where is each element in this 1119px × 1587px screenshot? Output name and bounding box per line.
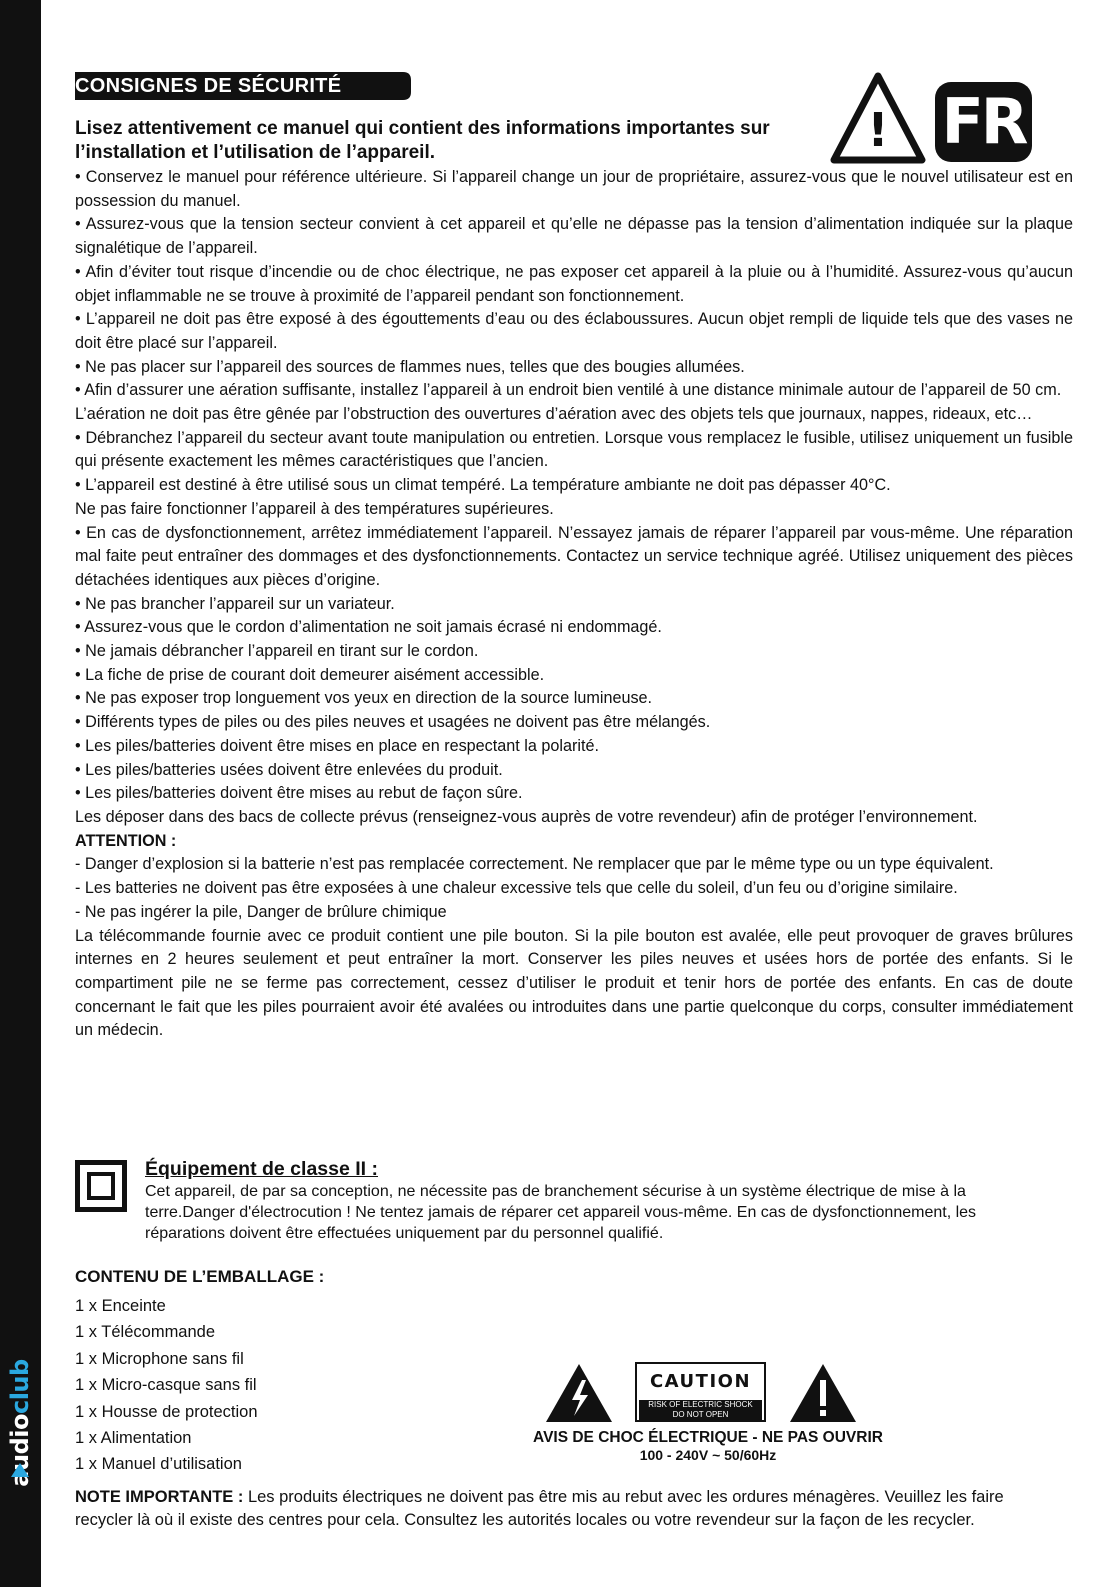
warning-symbol: ! [867,103,889,157]
note-label: NOTE IMPORTANTE : [75,1488,244,1506]
package-item: 1 x Télécommande [75,1323,216,1342]
safety-paragraph: • Assurez-vous que le cordon d’alimentation ne soit jamais écrasé ni endommagé. [75,618,662,637]
attention-item: La télécommande fournie avec ce produit contient une pile bouton. Si la pile bouton est avalée, elle peut provoquer de graves brûlures internes en 2 heures seulement et peut entraîner la mort. Conserver les piles neuves et usées hors de portée des enfants. Si le compartiment pile ne se ferme pas correctement, cessez d’utiliser le produit et tenir hors de portée des enfants. En cas de doute concernant le fait que les piles pourraient avoir été avalées ou introduites dans une partie quelconque du corps, consulter immédiatement un médecin. [75,926,1073,1040]
attention-item: - Danger d’explosion si la batterie n’est pas remplacée correctement. Ne remplacer que par le même type ou un type équivalent. [75,855,994,874]
note-text: Les produits électriques ne doivent pas être mis au rebut avec les ordures ménagères. Veuillez les faire recycler là où il existe des centres pour cela. Consultez les autorités locales ou votre revendeur sur la façon de les recycler. [75,1488,1004,1529]
electric-shock-caution [518,1360,898,1465]
section-title: CONSIGNES DE SÉCURITÉ [75,75,342,97]
safety-paragraph: • Afin d’éviter tout risque d’incendie ou de choc électrique, ne pas exposer cet appareil à la pluie ou à l’humidité. Assurez-vous qu’aucun objet inflammable ne se trouve à proximité de l’appareil pendant son fonctionnement. [75,262,1073,305]
safety-paragraph: • L’appareil ne doit pas être exposé à des égouttements d’eau ou des éclaboussures. Aucun objet rempli de liquide tels que des vases ne doit être placé sur l’appareil. [75,310,1073,352]
section-title-badge [75,72,411,100]
safety-paragraph: • L’appareil est destiné à être utilisé sous un climat tempéré. La température ambiante ne doit pas dépasser 40°C. [75,476,891,495]
left-sidebar-strip [0,0,41,1587]
attention-item: - Les batteries ne doivent pas être exposées à une chaleur excessive tels que celle du soleil, d’un feu ou d’origine similaire. [75,879,958,898]
safety-paragraph: Ne pas faire fonctionner l’appareil à des températures supérieures. [75,499,554,518]
class-ii-section [145,1157,1045,1244]
safety-paragraph: • Les piles/batteries doivent être mises au rebut de façon sûre. [75,784,523,803]
caution-do-not-open-text: DO NOT OPEN [672,1410,729,1419]
attention-heading: ATTENTION : [75,831,177,850]
brand-logo [0,1359,41,1487]
lightning-warning-icon [544,1362,614,1424]
safety-paragraph: • La fiche de prise de courant doit demeurer aisément accessible. [75,665,545,684]
package-item: 1 x Microphone sans fil [75,1349,244,1368]
package-title: CONTENU DE L’EMBALLAGE : [75,1267,325,1286]
voltage-rating: 100 - 240V ~ 50/60Hz [639,1447,777,1463]
safety-paragraph: • Débranchez l’appareil du secteur avant toute manipulation ou entretien. Lorsque vous remplacez le fusible, utilisez uniquement un fusible qui présente exactement les mêmes caractéristiques que l’ancien. [75,428,1073,471]
caution-risk-text: RISK OF ELECTRIC SHOCK [648,1400,753,1409]
safety-paragraph: • Différents types de piles ou des piles neuves et usagées ne doivent pas être mélangés. [75,713,711,732]
shock-warning-text: AVIS DE CHOC ÉLECTRIQUE - NE PAS OUVRIR [533,1429,883,1446]
safety-paragraph: • Assurez-vous que la tension secteur convient à cet appareil et qu’elle ne dépasse pas la tension d’alimentation indiquée sur la plaque signalétique de l’appareil. [75,215,1073,258]
safety-paragraph: • Afin d’assurer une aération suffisante, installez l’appareil à un endroit bien ventilé à une distance minimale autour de l’appareil de 50 cm. [75,381,1062,400]
safety-paragraph: • Ne jamais débrancher l’appareil en tirant sur le cordon. [75,642,479,661]
caution-label-box [635,1362,766,1422]
package-item: 1 x Housse de protection [75,1402,258,1421]
package-item: 1 x Micro-casque sans fil [75,1376,257,1395]
brand-triangle-icon [11,1463,29,1477]
class-ii-title: Équipement de classe II : [145,1158,378,1180]
safety-paragraph: • Ne pas placer sur l’appareil des sources de flammes nues, telles que des bougies allumées. [75,357,745,376]
safety-paragraph: L’aération ne doit pas être gênée par l’obstruction des ouvertures d’aération avec des objets tels que journaux, nappes, rideaux, etc… [75,405,1033,424]
safety-paragraph: • Conservez le manuel pour référence ultérieure. Si l’appareil change un jour de propriétaire, assurez-vous que le nouvel utilisateur est en possession du manuel. [75,168,1073,210]
warning-triangle-icon [830,70,926,166]
exclamation-warning-icon [788,1362,858,1424]
package-item: 1 x Enceinte [75,1297,166,1315]
safety-paragraph: • Ne pas exposer trop longuement vos yeux en direction de la source lumineuse. [75,689,653,708]
attention-item: - Ne pas ingérer la pile, Danger de brûlure chimique [75,902,447,921]
safety-paragraph: Les déposer dans des bacs de collecte prévus (renseignez-vous auprès de votre revendeur) afin de protéger l’environnement. [75,807,978,826]
safety-paragraph: • Les piles/batteries usées doivent être enlevées du produit. [75,760,503,779]
class-ii-double-square-icon [75,1160,127,1212]
caution-subtext [639,1400,762,1420]
intro-text: Lisez attentivement ce manuel qui contient des informations importantes sur l’installation et l’utilisation de l’appareil. [75,118,770,163]
brand-part-club: club [6,1359,34,1415]
brand-part-audio: audio [6,1414,34,1487]
safety-paragraph: • En cas de dysfonctionnement, arrêtez immédiatement l’appareil. N’essayez jamais de réparer l’appareil par vous-même. Une réparation mal faite peut entraîner des dommages et des dysfonctionnements. Contactez un service technique agréé. Utilisez uniquement des pièces détachées identiques aux pièces d’origine. [75,523,1073,589]
safety-paragraph: • Les piles/batteries doivent être mises en place en respectant la polarité. [75,736,599,755]
language-badge: FR [935,82,1032,162]
caution-label: CAUTION [649,1371,752,1392]
package-item: 1 x Alimentation [75,1429,192,1448]
class-ii-text: Cet appareil, de par sa conception, ne nécessite pas de branchement sécurise à un système électrique de mise à la terre.Danger d'électrocution ! Ne tentez jamais de réparer cet appareil vous-même. En cas de dysfonctionnement, les réparations doivent être effectuées uniquement par du personnel qualifié. [145,1183,977,1242]
important-note [75,1486,1065,1531]
package-item: 1 x Manuel d’utilisation [75,1455,242,1474]
package-contents [75,1266,495,1478]
safety-paragraph: • Ne pas brancher l’appareil sur un variateur. [75,594,395,613]
safety-instructions [75,166,1073,1043]
